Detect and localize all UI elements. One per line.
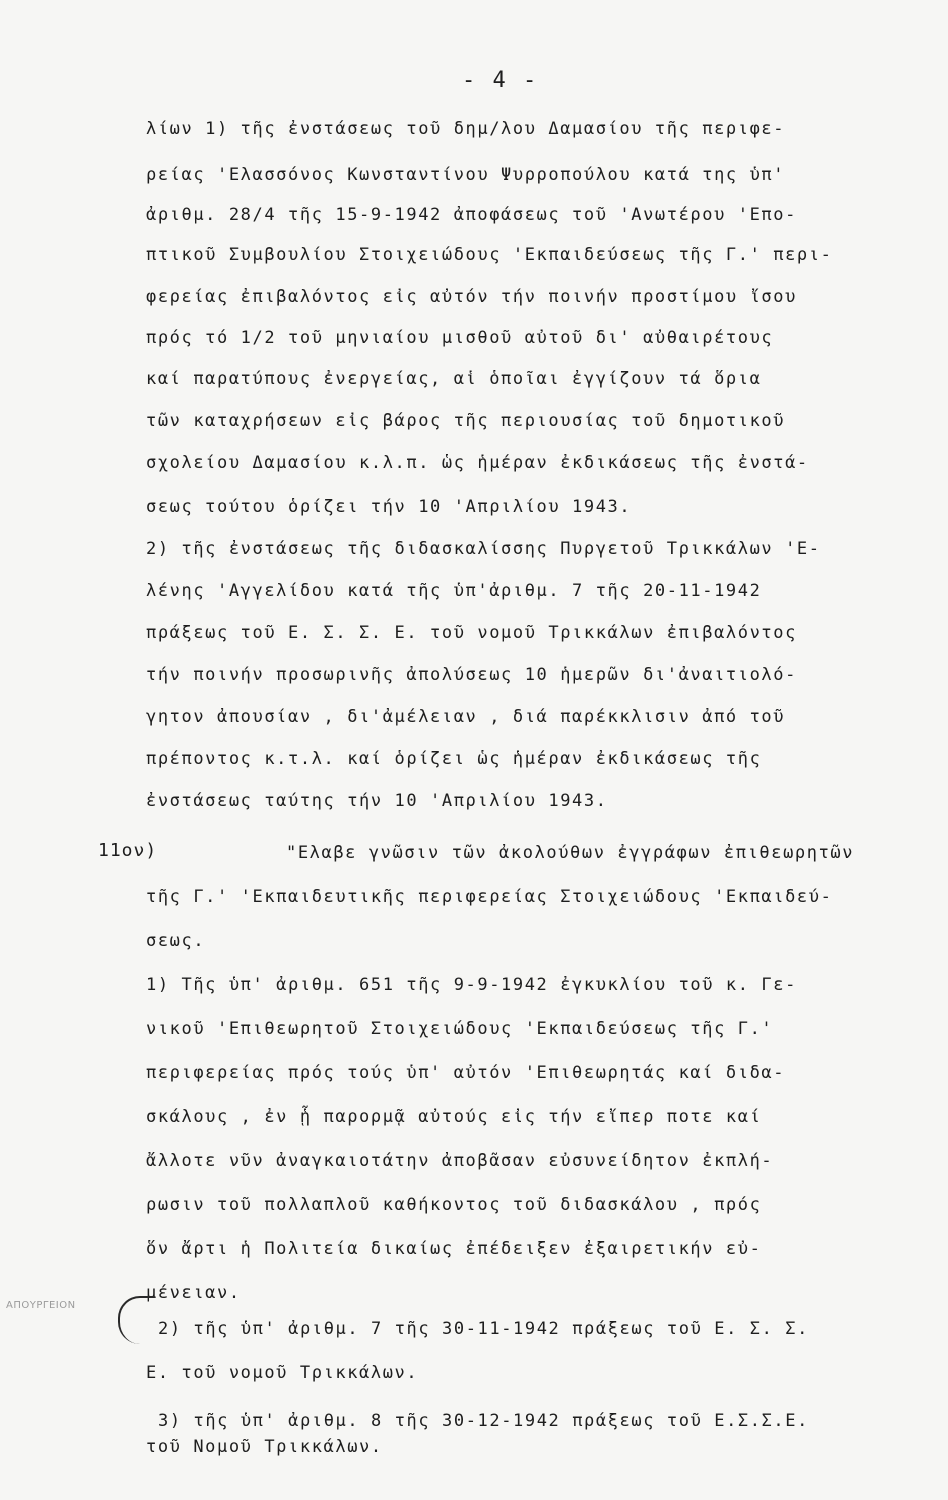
margin-stamp-note: ΑΠΟΥΡΓΕΙΟΝ — [6, 1300, 76, 1311]
text-line: ρωσιν τοῦ πολλαπλοῦ καθήκοντος τοῦ διδασκάλου , πρός — [146, 1195, 762, 1215]
text-line: σεως τούτου ὁρίζει τήν 10 'Απριλίου 1943. — [146, 497, 632, 517]
text-line: ἐνστάσεως ταύτης τήν 10 'Απριλίου 1943. — [146, 791, 608, 811]
text-line: 2) τῆς ἐνστάσεως τῆς διδασκαλίσσης Πυργετοῦ Τρικκάλων 'Ε- — [146, 539, 821, 559]
text-line: ὅν ἄρτι ἡ Πολιτεία δικαίως ἐπέδειξεν ἐξαιρετικήν εὐ- — [146, 1239, 762, 1259]
text-line: 1) Τῆς ὑπ' ἀριθμ. 651 τῆς 9-9-1942 ἐγκυκλίου τοῦ κ. Γε- — [146, 975, 797, 995]
text-line: πρέποντος κ.τ.λ. καί ὁρίζει ὡς ἡμέραν ἐκδικάσεως τῆς — [146, 749, 762, 769]
text-line: ἀριθμ. 28/4 τῆς 15-9-1942 ἀποφάσεως τοῦ 'Ανωτέρου 'Επο- — [146, 205, 797, 225]
text-line: λένης 'Αγγελίδου κατά τῆς ὑπ'ἀριθμ. 7 τῆς 20-11-1942 — [146, 581, 762, 601]
text-line: τῆς Γ.' 'Εκπαιδευτικῆς περιφερείας Στοιχειώδους 'Εκπαιδεύ- — [146, 887, 833, 907]
text-line: τῶν καταχρήσεων εἰς βάρος τῆς περιουσίας τοῦ δημοτικοῦ — [146, 411, 786, 431]
text-line: μένειαν. — [146, 1283, 241, 1303]
page-number: - 4 - — [462, 68, 539, 93]
text-line: περιφερείας πρός τούς ὑπ' αὐτόν 'Επιθεωρητάς καί διδα- — [146, 1063, 786, 1083]
text-line: 2) τῆς ὑπ' ἀριθμ. 7 τῆς 30-11-1942 πράξεως τοῦ Ε. Σ. Σ. — [158, 1319, 809, 1339]
text-line: ρείας 'Ελασσόνος Κωνσταντίνου Ψυρροπούλου κατά της ὑπ' — [146, 165, 786, 185]
text-line: σχολείου Δαμασίου κ.λ.π. ὡς ἡμέραν ἐκδικάσεως τῆς ἐνστά- — [146, 453, 809, 473]
text-line: πρός τό 1/2 τοῦ μηνιαίου μισθοῦ αὐτοῦ δι' αὐθαιρέτους — [146, 328, 774, 348]
text-line: Ε. τοῦ νομοῦ Τρικκάλων. — [146, 1363, 419, 1383]
text-line: καί παρατύπους ἐνεργείας, αἱ ὁποῖαι ἐγγίζουν τά ὅρια — [146, 369, 762, 389]
paragraph-number: 11ον) — [98, 840, 158, 861]
text-line: τοῦ Νομοῦ Τρικκάλων. — [146, 1437, 383, 1457]
text-line: νικοῦ 'Επιθεωρητοῦ Στοιχειώδους 'Εκπαιδεύσεως τῆς Γ.' — [146, 1019, 774, 1039]
handwritten-bracket-mark — [118, 1296, 154, 1344]
text-line: σεως. — [146, 931, 206, 951]
text-line: λίων 1) τῆς ἐνστάσεως τοῦ δημ/λου Δαμασίου τῆς περιφε- — [146, 119, 786, 139]
text-line: "Ελαβε γνῶσιν τῶν ἀκολούθων ἐγγράφων ἐπιθεωρητῶν — [286, 843, 855, 863]
text-line: φερείας ἐπιβαλόντος εἰς αὐτόν τήν ποινήν προστίμου ἴσου — [146, 287, 797, 307]
text-line: ἄλλοτε νῦν ἀναγκαιοτάτην ἀποβᾶσαν εὐσυνείδητον ἐκπλή- — [146, 1151, 774, 1171]
text-line: πτικοῦ Συμβουλίου Στοιχειώδους 'Εκπαιδεύσεως τῆς Γ.' περι- — [146, 245, 833, 265]
text-line: 3) τῆς ὑπ' ἀριθμ. 8 τῆς 30-12-1942 πράξεως τοῦ Ε.Σ.Σ.Ε. — [158, 1411, 809, 1431]
text-line: πράξεως τοῦ Ε. Σ. Σ. Ε. τοῦ νομοῦ Τρικκάλων ἐπιβαλόντος — [146, 623, 797, 643]
text-line: τήν ποινήν προσωρινῆς ἀπολύσεως 10 ἡμερῶν δι'ἀναιτιολό- — [146, 665, 797, 685]
text-line: γητον ἀπουσίαν , δι'ἀμέλειαν , διά παρέκκλισιν ἀπό τοῦ — [146, 707, 786, 727]
text-line: σκάλους , ἐν ᾗ παρορμᾷ αὐτούς εἰς τήν εἴπερ ποτε καί — [146, 1107, 762, 1127]
